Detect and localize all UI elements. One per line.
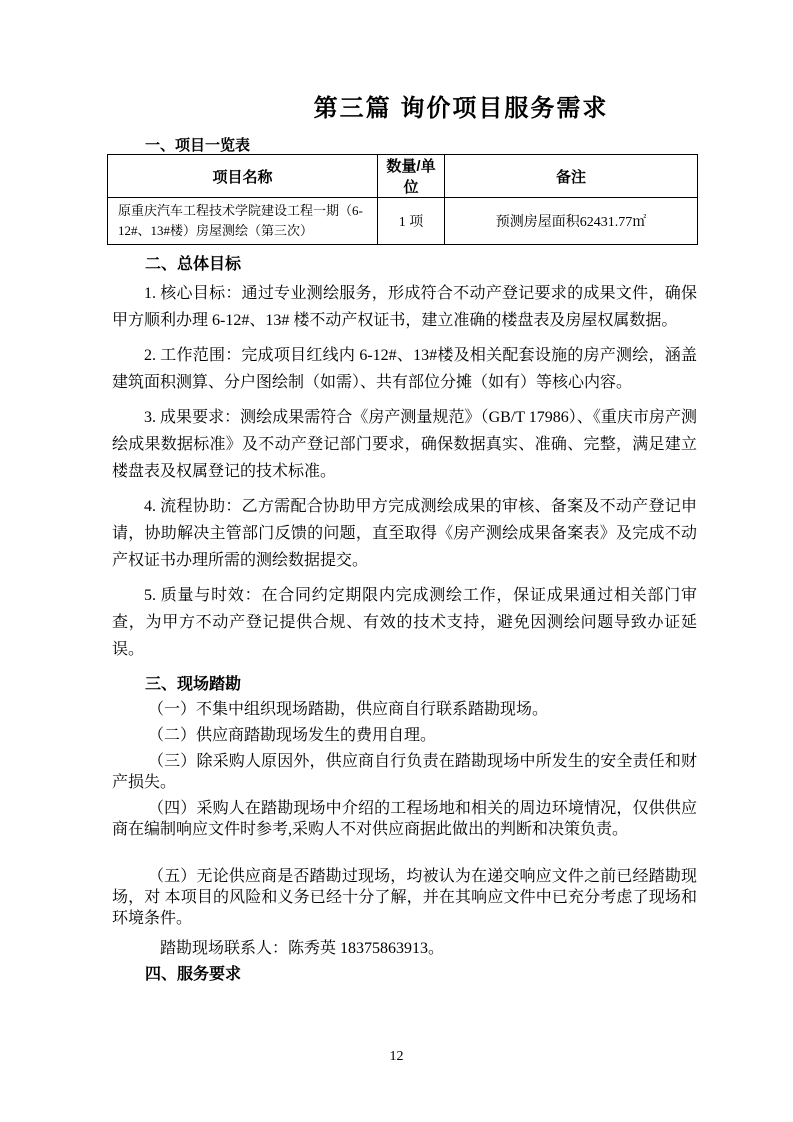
cell-project-name: 原重庆汽车工程技术学院建设工程一期（6-12#、13#楼）房屋测绘（第三次） [108,198,378,245]
cell-quantity-unit: 1 项 [378,198,445,245]
table-header-quantity-unit: 数量/单位 [378,155,445,198]
para-deliverable-requirements: 3. 成果要求：测绘成果需符合《房产测量规范》（GB/T 17986）、《重庆市房产测绘成果数据标准》及不动产登记部门要求，确保数据真实、准确、完整，满足建立楼盘表及权属登记的技术标准。 [112,409,697,480]
para-process-assistance: 4. 流程协助：乙方需配合协助甲方完成测绘成果的审核、备案及不动产登记申请，协助解决主管部门反馈的问题，直至取得《房产测绘成果备案表》及完成不动产权证书办理所需的测绘数据提交。 [112,498,697,569]
para-core-goal: 1. 核心目标：通过专业测绘服务，形成符合不动产登记要求的成果文件，确保甲方顺利办理 6-12#、13# 楼不动产权证书，建立准确的楼盘表及房屋权属数据。 [112,285,697,329]
table-header-project-name: 项目名称 [108,155,378,198]
table-header-row [108,155,698,198]
section-heading-project-list: 一、项目一览表 [145,137,251,154]
survey-item-4: （四）采购人在踏勘现场中介绍的工程场地和相关的周边环境情况，仅供供应商在编制响应文件时参考,采购人不对供应商据此做出的判断和决策负责。 [112,800,697,838]
cell-remark: 预测房屋面积62431.77㎡ [445,198,698,245]
section-heading-overall-goals: 二、总体目标 [145,256,242,273]
para-work-scope: 2. 工作范围：完成项目红线内 6-12#、13#楼及相关配套设施的房产测绘，涵盖建筑面积测算、分户图绘制（如需）、共有部位分摊（如有）等核心内容。 [112,347,697,391]
para-quality-timeliness: 5. 质量与时效：在合同约定期限内完成测绘工作，保证成果通过相关部门审查，为甲方不动产登记提供合规、有效的技术支持，避免因测绘问题导致办证延误。 [112,587,697,658]
survey-item-2: （二）供应商踏勘现场发生的费用自理。 [148,727,437,744]
page-number: 12 [389,1049,404,1064]
section-heading-site-survey: 三、现场踏勘 [145,676,242,693]
table-row [108,198,698,245]
doc-title: 第三篇 询价项目服务需求 [313,95,609,122]
document-content [107,0,697,984]
survey-item-1: （一）不集中组织现场踏勘，供应商自行联系踏勘现场。 [148,701,549,718]
survey-item-3: （三）除采购人原因外，供应商自行负责在踏勘现场中所发生的安全责任和财产损失。 [112,753,697,791]
section-heading-service-requirements: 四、服务要求 [145,966,242,983]
table-header-remark: 备注 [445,155,698,198]
survey-contact-line: 踏勘现场联系人：陈秀英 18375863913。 [160,940,445,957]
project-overview-table [107,154,698,245]
survey-item-5: （五）无论供应商是否踏勘过现场，均被认为在递交响应文件之前已经踏勘现场，对 本项目的风险和义务已经十分了解，并在其响应文件中已充分考虑了现场和环境条件。 [112,868,697,927]
